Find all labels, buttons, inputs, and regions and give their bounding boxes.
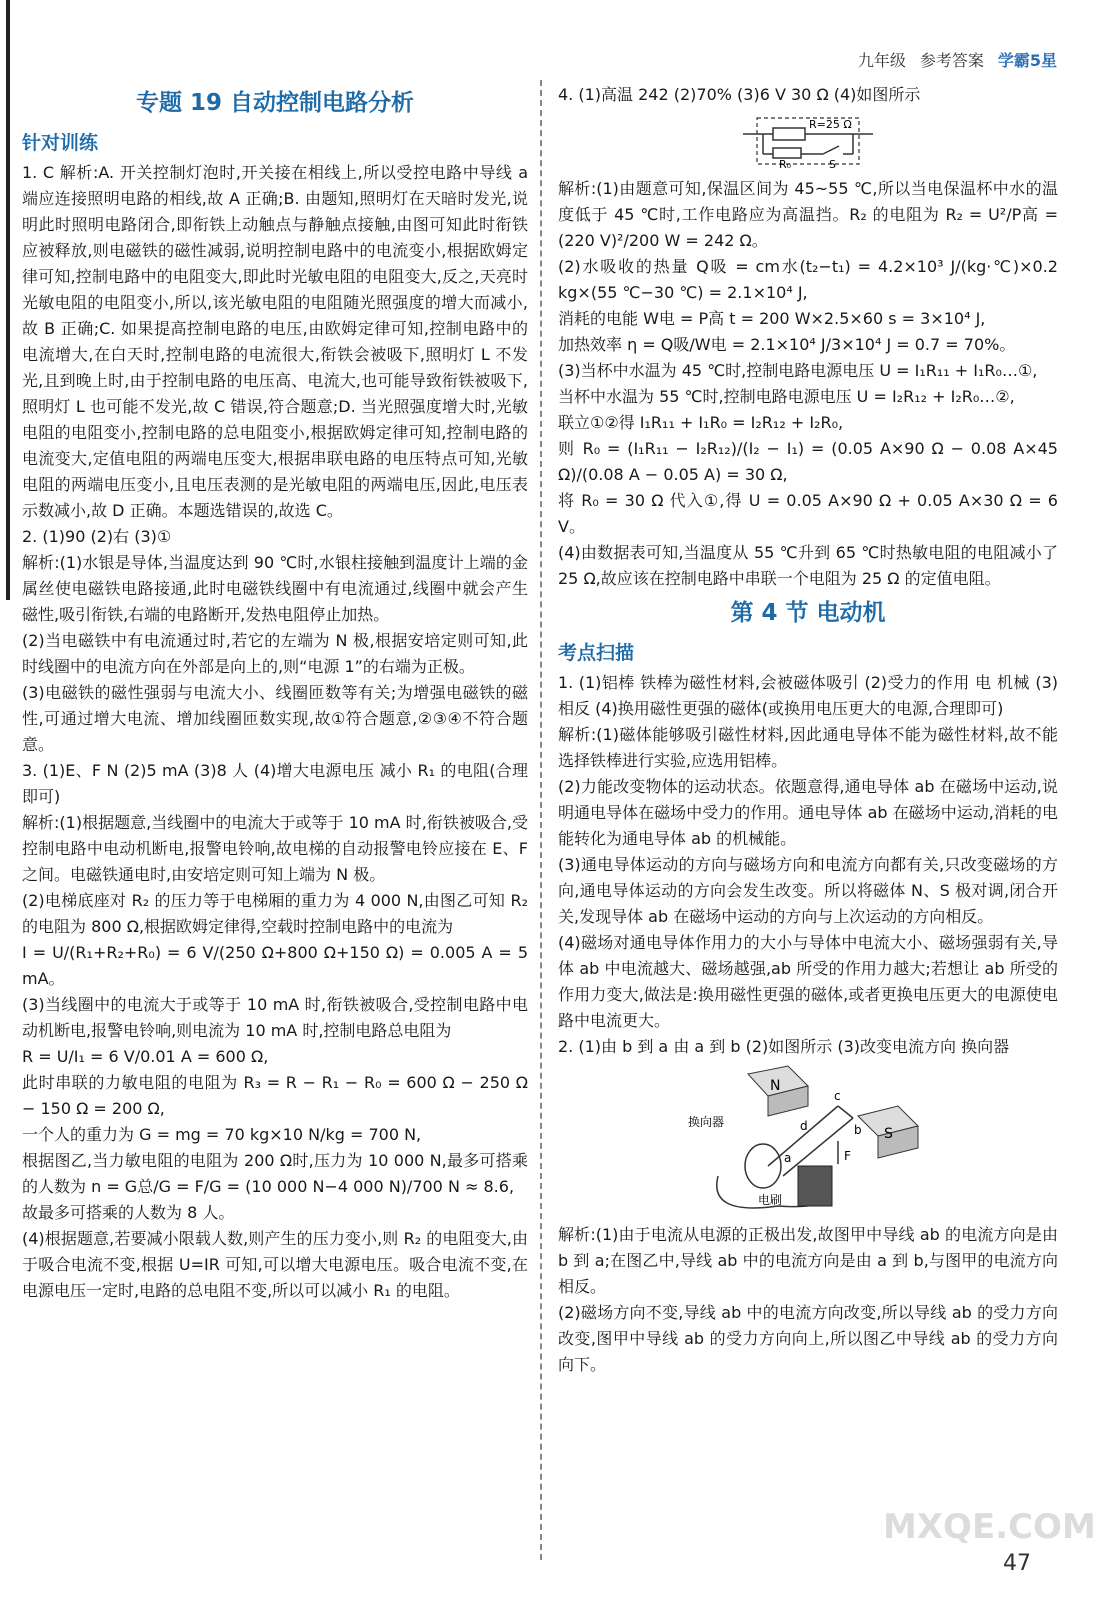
circuit-label-r: R=25 Ω bbox=[809, 118, 852, 131]
circuit-diagram bbox=[743, 114, 873, 170]
motor-label-d: d bbox=[800, 1119, 808, 1133]
right-paragraph-c-4: (4)磁场对通电导体作用力的大小与导体中电流大小、磁场强弱有关,导体 ab 中电流越大、磁场越强,ab 所受的作用力越大;若想让 ab 所受的作用力变大,做法是:换用磁性更强的磁体,或者更换电压更大的电源使电路中电流更大。 bbox=[558, 933, 1058, 1030]
right-paragraphs-c bbox=[558, 670, 1058, 1060]
watermark-logo bbox=[873, 1492, 1096, 1552]
right-paragraph-b-7: 则 R₀ = (I₁R₁₁ − I₂R₁₂)/(I₂ − I₁) = (0.05 A×90 Ω − 0.08 A×45 Ω)/(0.08 A − 0.05 A) = 30 Ω, bbox=[558, 439, 1058, 484]
right-paragraph-d-1: (2)磁场方向不变,导线 ab 中的电流方向改变,所以导线 ab 的受力方向改变,图甲中导线 ab 的受力方向向上,所以图乙中导线 ab 的受力方向向下。 bbox=[558, 1303, 1058, 1374]
circuit-label-s: S bbox=[829, 158, 836, 171]
left-paragraph-0: 1. C 解析:A. 开关控制灯泡时,开关接在相线上,所以受控电路中导线 a 端应连接照明电路的相线,故 A 正确;B. 由题知,照明灯在天暗时发光,说明此时照明电路闭合,即衔铁上动触点与静触点接触,由图可知此时衔铁应被释放,则电磁铁的磁性减弱,说明控制电路中的电流变小,根据欧姆定律可知,控制电路中的电阻变大,即此时光敏电阻的电阻变大,反之,天亮时光敏电阻的电阻变小,所以,该光敏电阻的电阻随光照强度的增大而减小,故 B 正确;C. 如果提高控制电路的电压,由欧姆定律可知,控制电路中的电流增大,在白天时,控制电路的电流很大,衔铁会被吸下,照明灯 L 不发光,且到晚上时,由于控制电路的电压高、电流大,也可能导致衔铁被吸下,照明灯 L 也可能不发光,故 C 错误,符合题意;D. 当光照强度增大时,光敏电阻的电阻变小,控制电路的总电阻变小,根据欧姆定律可知,控制电路的电流变大,定值电阻的两端电压变大,根据串联电路的电压特点可知,光敏电阻的两端电压变小,且电压表测的是光敏电阻的两端电压,因此,电压表示数减小,故 D 正确。本题选错误的,故选 C。 bbox=[22, 163, 528, 520]
left-paragraph-1: 2. (1)90 (2)右 (3)① bbox=[22, 527, 172, 546]
left-paragraphs bbox=[22, 160, 528, 1304]
section-heading-training: 针对训练 bbox=[22, 132, 99, 154]
right-paragraph-c-5: 2. (1)由 b 到 a 由 a 到 b (2)如图所示 (3)改变电流方向 换向器 bbox=[558, 1037, 1010, 1056]
left-paragraph-4: (3)电磁铁的磁性强弱与电流大小、线圈匝数等有关;为增强电磁铁的磁性,可通过增大电流、增加线圈匝数实现,故①符合题意,②③④不符合题意。 bbox=[22, 683, 528, 754]
left-paragraph-15: (4)根据题意,若要减小限载人数,则产生的压力变小,则 R₂ 的电阻变大,由于吸合电流不变,根据 U=IR 可知,可以增大电源电压。吸合电流不变,在电源电压一定时,电路的总电阻不变,所以可以减小 R₁ 的电阻。 bbox=[22, 1229, 528, 1300]
motor-label-s: S bbox=[884, 1126, 893, 1142]
left-paragraph-8: I = U/(R₁+R₂+R₀) = 6 V/(250 Ω+800 Ω+150 Ω) = 0.005 A = 5 mA。 bbox=[22, 943, 528, 988]
section-title-motor: 第 4 节 电动机 bbox=[730, 600, 886, 626]
right-paragraph-b-1: (2)水吸收的热量 Q吸 = cm水(t₂−t₁) = 4.2×10³ J/(kg·℃)×0.2 kg×(55 ℃−30 ℃) = 2.1×10⁴ J, bbox=[558, 257, 1058, 302]
right-paragraph-b-5: 当杯中水温为 55 ℃时,控制电路电源电压 U = I₂R₁₂ + I₂R₀…②, bbox=[558, 387, 1015, 406]
right-paragraph-b-3: 加热效率 η = Q吸/W电 = 2.1×10⁴ J/3×10⁴ J = 0.7 = 70%。 bbox=[558, 335, 1016, 354]
motor-label-a: a bbox=[784, 1151, 792, 1165]
motor-label-c: c bbox=[834, 1089, 841, 1103]
header-answer: 参考答案 bbox=[919, 51, 984, 70]
left-column bbox=[22, 82, 528, 1304]
watermark-text: MXQE.COM bbox=[883, 1507, 1096, 1547]
topic-title: 专题 19 自动控制电路分析 bbox=[135, 90, 415, 116]
right-paragraph-a-0: 4. (1)高温 242 (2)70% (3)6 V 30 Ω (4)如图所示 bbox=[558, 85, 921, 104]
left-paragraph-12: 一个人的重力为 G = mg = 70 kg×10 N/kg = 700 N, bbox=[22, 1125, 422, 1144]
motor-label-n: N bbox=[770, 1078, 781, 1094]
right-paragraph-b-4: (3)当杯中水温为 45 ℃时,控制电路电源电压 U = I₁R₁₁ + I₁R₀…①, bbox=[558, 361, 1038, 380]
left-paragraph-6: 解析:(1)根据题意,当线圈中的电流大于或等于 10 mA 时,衔铁被吸合,受控制电路中电动机断电,报警电铃响,故电梯的自动报警电铃应接在 E、F 之间。电磁铁通电时,由安培定则可知上端为 N 极。 bbox=[22, 813, 528, 884]
right-paragraph-b-2: 消耗的电能 W电 = P高 t = 200 W×2.5×60 s = 3×10⁴ J, bbox=[558, 309, 986, 328]
motor-diagram bbox=[688, 1066, 928, 1216]
right-paragraph-d-0: 解析:(1)由于电流从电源的正极出发,故图甲中导线 ab 的电流方向是由 b 到 a;在图乙中,导线 ab 中的电流方向是由 a 到 b,与图甲的电流方向相反。 bbox=[558, 1225, 1058, 1296]
right-paragraph-b-9: (4)由数据表可知,当温度从 55 ℃升到 65 ℃时热敏电阻的电阻减小了 25 Ω,故应该在控制电路中串联一个电阻为 25 Ω 的定值电阻。 bbox=[558, 543, 1058, 588]
page-header bbox=[858, 48, 1057, 71]
right-paragraphs-b bbox=[558, 176, 1058, 592]
left-paragraph-3: (2)当电磁铁中有电流通过时,若它的左端为 N 极,根据安培定则可知,此时线圈中的电流方向在外部是向上的,则“电源 1”的右端为正极。 bbox=[22, 631, 528, 676]
right-paragraph-c-3: (3)通电导体运动的方向与磁场方向和电流方向都有关,只改变磁场的方向,通电导体运动的方向会发生改变。所以将磁体 N、S 极对调,闭合开关,发现导体 ab 在磁场中运动的方向与上次运动的方向相反。 bbox=[558, 855, 1058, 926]
left-paragraph-5: 3. (1)E、F N (2)5 mA (3)8 人 (4)增大电源电压 减小 R₁ 的电阻(合理即可) bbox=[22, 761, 528, 806]
left-paragraph-13: 根据图乙,当力敏电阻的电阻为 200 Ω时,压力为 10 000 N,最多可搭乘的人数为 n = G总/G = F/G = (10 000 N−4 000 N)/700 N ≈ 8.6, bbox=[22, 1151, 528, 1196]
right-column bbox=[558, 82, 1058, 1378]
right-paragraphs-d bbox=[558, 1222, 1058, 1378]
left-paragraph-14: 故最多可搭乘的人数为 8 人。 bbox=[22, 1203, 235, 1222]
header-brand: 学霸5星 bbox=[997, 51, 1057, 70]
left-paragraph-10: R = U/I₁ = 6 V/0.01 A = 600 Ω, bbox=[22, 1047, 269, 1066]
right-paragraphs-a bbox=[558, 82, 1058, 108]
page-number: 47 bbox=[1003, 1551, 1031, 1576]
left-paragraph-7: (2)电梯底座对 R₂ 的压力等于电梯厢的重力为 4 000 N,由图乙可知 R₂ 的电阻为 800 Ω,根据欧姆定律得,空载时控制电路中的电流为 bbox=[22, 891, 528, 936]
left-paragraph-11: 此时串联的力敏电阻的电阻为 R₃ = R − R₁ − R₀ = 600 Ω − 250 Ω − 150 Ω = 200 Ω, bbox=[22, 1073, 528, 1118]
section-heading-scan: 考点扫描 bbox=[558, 642, 635, 664]
column-divider bbox=[540, 80, 542, 1560]
circuit-label-r0: R₀ bbox=[779, 158, 792, 171]
motor-label-b: b bbox=[854, 1123, 862, 1137]
page-edge-bar bbox=[6, 0, 10, 600]
right-paragraph-c-1: 解析:(1)磁体能够吸引磁性材料,因此通电导体不能为磁性材料,故不能选择铁棒进行实验,应选用铝棒。 bbox=[558, 725, 1058, 770]
right-paragraph-c-2: (2)力能改变物体的运动状态。依题意得,通电导体 ab 在磁场中运动,说明通电导体在磁场中受力的作用。通电导体 ab 在磁场中运动,消耗的电能转化为通电导体 ab 的机械能。 bbox=[558, 777, 1058, 848]
right-paragraph-b-0: 解析:(1)由题意可知,保温区间为 45~55 ℃,所以当电保温杯中水的温度低于 45 ℃时,工作电路应为高温挡。R₂ 的电阻为 R₂ = U²/P高 = (220 V)²/200 W = 242 Ω。 bbox=[558, 179, 1058, 250]
motor-label-f: F bbox=[844, 1149, 851, 1163]
motor-label-brush: 电刷 bbox=[758, 1193, 783, 1207]
left-paragraph-2: 解析:(1)水银是导体,当温度达到 90 ℃时,水银柱接触到温度计上端的金属丝使电磁铁电路接通,此时电磁铁线圈中有电流通过,线圈中就会产生磁性,吸引衔铁,右端的电路断开,发热电阻停止加热。 bbox=[22, 553, 528, 624]
right-paragraph-b-8: 将 R₀ = 30 Ω 代入①,得 U = 0.05 A×90 Ω + 0.05 A×30 Ω = 6 V。 bbox=[558, 491, 1058, 536]
right-paragraph-b-6: 联立①②得 I₁R₁₁ + I₁R₀ = I₂R₁₂ + I₂R₀, bbox=[558, 413, 844, 432]
left-paragraph-9: (3)当线圈中的电流大于或等于 10 mA 时,衔铁被吸合,受控制电路中电动机断电,报警电铃响,则电流为 10 mA 时,控制电路总电阻为 bbox=[22, 995, 528, 1040]
motor-label-commutator: 换向器 bbox=[688, 1115, 725, 1129]
header-grade: 九年级 bbox=[857, 51, 906, 70]
right-paragraph-c-0: 1. (1)铝棒 铁棒为磁性材料,会被磁体吸引 (2)受力的作用 电 机械 (3)相反 (4)换用磁性更强的磁体(或换用电压更大的电源,合理即可) bbox=[558, 673, 1058, 718]
